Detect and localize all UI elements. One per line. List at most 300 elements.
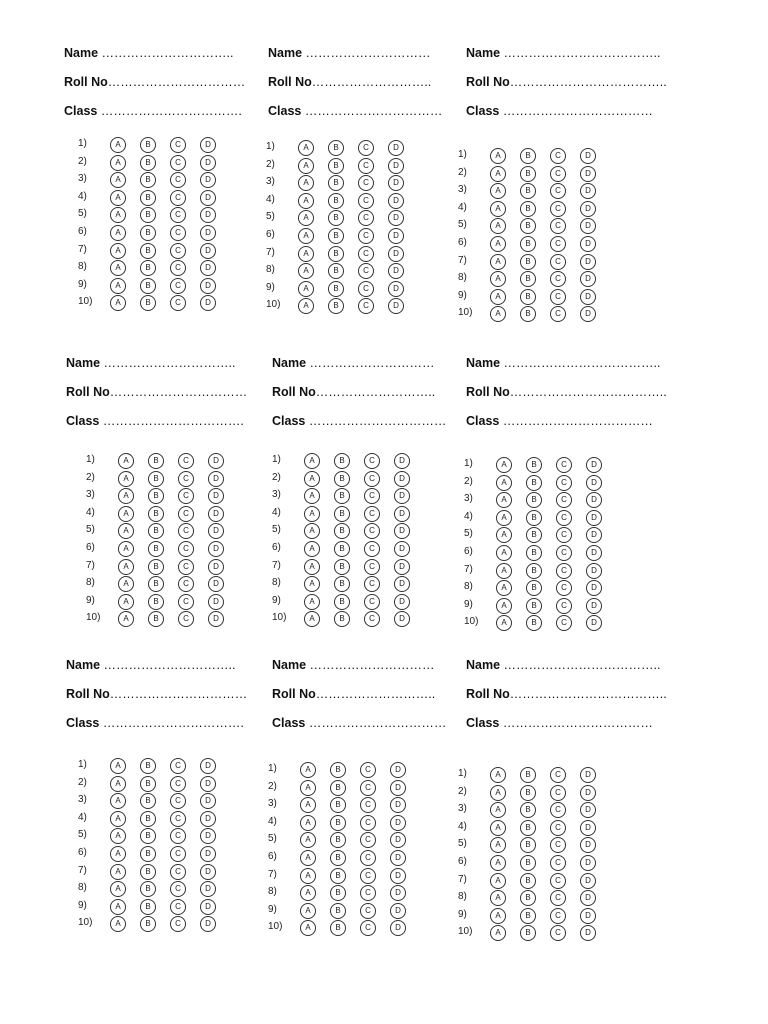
answer-bubble-c[interactable]: C [170, 172, 186, 188]
answer-bubble-a[interactable]: A [304, 523, 320, 539]
answer-bubble-c[interactable]: C [358, 158, 374, 174]
answer-bubble-d[interactable]: D [394, 541, 410, 557]
answer-bubble-c[interactable]: C [556, 475, 572, 491]
answer-bubble-a[interactable]: A [118, 506, 134, 522]
answer-bubble-b[interactable]: B [328, 228, 344, 244]
answer-bubble-b[interactable]: B [526, 492, 542, 508]
answer-bubble-a[interactable]: A [304, 471, 320, 487]
answer-bubble-b[interactable]: B [526, 545, 542, 561]
answer-bubble-b[interactable]: B [334, 541, 350, 557]
answer-bubble-b[interactable]: B [140, 190, 156, 206]
answer-bubble-a[interactable]: A [490, 925, 506, 941]
answer-bubble-d[interactable]: D [200, 260, 216, 276]
answer-bubble-c[interactable]: C [550, 837, 566, 853]
answer-bubble-b[interactable]: B [334, 488, 350, 504]
answer-bubble-c[interactable]: C [360, 920, 376, 936]
answer-bubble-c[interactable]: C [556, 563, 572, 579]
roll-no-field-blank[interactable]: …………………………… [107, 75, 246, 89]
answer-bubble-a[interactable]: A [496, 615, 512, 631]
answer-bubble-b[interactable]: B [328, 193, 344, 209]
answer-bubble-d[interactable]: D [390, 903, 406, 919]
answer-bubble-d[interactable]: D [200, 758, 216, 774]
answer-bubble-b[interactable]: B [328, 158, 344, 174]
answer-bubble-a[interactable]: A [110, 811, 126, 827]
answer-bubble-c[interactable]: C [170, 916, 186, 932]
answer-bubble-b[interactable]: B [526, 475, 542, 491]
answer-bubble-c[interactable]: C [550, 873, 566, 889]
answer-bubble-d[interactable]: D [586, 457, 602, 473]
answer-bubble-d[interactable]: D [580, 289, 596, 305]
answer-bubble-a[interactable]: A [110, 137, 126, 153]
answer-bubble-a[interactable]: A [496, 527, 512, 543]
answer-bubble-b[interactable]: B [526, 598, 542, 614]
answer-bubble-b[interactable]: B [148, 488, 164, 504]
answer-bubble-c[interactable]: C [556, 492, 572, 508]
answer-bubble-b[interactable]: B [330, 815, 346, 831]
answer-bubble-a[interactable]: A [496, 580, 512, 596]
answer-bubble-b[interactable]: B [520, 271, 536, 287]
answer-bubble-b[interactable]: B [140, 881, 156, 897]
answer-bubble-c[interactable]: C [364, 523, 380, 539]
answer-bubble-b[interactable]: B [520, 873, 536, 889]
answer-bubble-c[interactable]: C [360, 868, 376, 884]
answer-bubble-d[interactable]: D [388, 246, 404, 262]
answer-bubble-b[interactable]: B [330, 885, 346, 901]
answer-bubble-c[interactable]: C [170, 811, 186, 827]
answer-bubble-a[interactable]: A [300, 850, 316, 866]
answer-bubble-d[interactable]: D [208, 541, 224, 557]
answer-bubble-b[interactable]: B [148, 471, 164, 487]
answer-bubble-b[interactable]: B [140, 207, 156, 223]
answer-bubble-d[interactable]: D [394, 523, 410, 539]
answer-bubble-a[interactable]: A [496, 457, 512, 473]
answer-bubble-b[interactable]: B [328, 246, 344, 262]
answer-bubble-b[interactable]: B [520, 183, 536, 199]
answer-bubble-c[interactable]: C [170, 190, 186, 206]
answer-bubble-c[interactable]: C [550, 166, 566, 182]
answer-bubble-b[interactable]: B [140, 916, 156, 932]
answer-bubble-a[interactable]: A [300, 815, 316, 831]
answer-bubble-d[interactable]: D [580, 148, 596, 164]
class-field-blank[interactable]: ……………………………. [102, 716, 244, 730]
answer-bubble-a[interactable]: A [298, 263, 314, 279]
answer-bubble-a[interactable]: A [490, 218, 506, 234]
answer-bubble-c[interactable]: C [358, 246, 374, 262]
answer-bubble-b[interactable]: B [526, 527, 542, 543]
answer-bubble-a[interactable]: A [490, 201, 506, 217]
answer-bubble-d[interactable]: D [388, 210, 404, 226]
answer-bubble-a[interactable]: A [300, 903, 316, 919]
answer-bubble-b[interactable]: B [334, 471, 350, 487]
answer-bubble-c[interactable]: C [178, 594, 194, 610]
answer-bubble-b[interactable]: B [140, 811, 156, 827]
answer-bubble-a[interactable]: A [110, 916, 126, 932]
answer-bubble-a[interactable]: A [490, 873, 506, 889]
answer-bubble-b[interactable]: B [334, 559, 350, 575]
answer-bubble-c[interactable]: C [550, 925, 566, 941]
answer-bubble-a[interactable]: A [298, 281, 314, 297]
answer-bubble-c[interactable]: C [170, 225, 186, 241]
answer-bubble-b[interactable]: B [334, 506, 350, 522]
roll-no-field-blank[interactable]: ……………………….. [315, 687, 436, 701]
answer-bubble-a[interactable]: A [490, 289, 506, 305]
answer-bubble-a[interactable]: A [118, 541, 134, 557]
answer-bubble-a[interactable]: A [110, 190, 126, 206]
answer-bubble-d[interactable]: D [586, 475, 602, 491]
answer-bubble-b[interactable]: B [140, 846, 156, 862]
answer-bubble-b[interactable]: B [520, 925, 536, 941]
answer-bubble-b[interactable]: B [140, 758, 156, 774]
name-field-blank[interactable]: ………………………….. [101, 46, 234, 60]
answer-bubble-d[interactable]: D [388, 281, 404, 297]
answer-bubble-c[interactable]: C [358, 140, 374, 156]
answer-bubble-b[interactable]: B [526, 580, 542, 596]
answer-bubble-b[interactable]: B [328, 298, 344, 314]
answer-bubble-d[interactable]: D [200, 811, 216, 827]
name-field-blank[interactable]: ………………………….. [103, 356, 236, 370]
answer-bubble-d[interactable]: D [200, 828, 216, 844]
answer-bubble-a[interactable]: A [300, 920, 316, 936]
answer-bubble-d[interactable]: D [394, 611, 410, 627]
answer-bubble-b[interactable]: B [330, 850, 346, 866]
name-field-blank[interactable]: ……………………………….. [503, 356, 661, 370]
answer-bubble-d[interactable]: D [390, 797, 406, 813]
answer-bubble-a[interactable]: A [110, 155, 126, 171]
roll-no-field-blank[interactable]: ……………………….. [311, 75, 432, 89]
answer-bubble-d[interactable]: D [580, 271, 596, 287]
answer-bubble-d[interactable]: D [580, 166, 596, 182]
answer-bubble-c[interactable]: C [360, 797, 376, 813]
answer-bubble-c[interactable]: C [556, 615, 572, 631]
answer-bubble-d[interactable]: D [208, 576, 224, 592]
answer-bubble-c[interactable]: C [358, 281, 374, 297]
answer-bubble-a[interactable]: A [304, 506, 320, 522]
answer-bubble-b[interactable]: B [330, 797, 346, 813]
answer-bubble-a[interactable]: A [490, 166, 506, 182]
answer-bubble-c[interactable]: C [358, 298, 374, 314]
roll-no-field-blank[interactable]: ……………………….. [315, 385, 436, 399]
answer-bubble-c[interactable]: C [550, 820, 566, 836]
answer-bubble-b[interactable]: B [140, 776, 156, 792]
answer-bubble-a[interactable]: A [490, 785, 506, 801]
answer-bubble-c[interactable]: C [550, 306, 566, 322]
answer-bubble-a[interactable]: A [118, 523, 134, 539]
answer-bubble-c[interactable]: C [550, 289, 566, 305]
answer-bubble-c[interactable]: C [358, 263, 374, 279]
answer-bubble-b[interactable]: B [328, 210, 344, 226]
answer-bubble-b[interactable]: B [520, 890, 536, 906]
answer-bubble-d[interactable]: D [208, 453, 224, 469]
answer-bubble-d[interactable]: D [580, 855, 596, 871]
answer-bubble-d[interactable]: D [580, 306, 596, 322]
answer-bubble-b[interactable]: B [334, 594, 350, 610]
answer-bubble-d[interactable]: D [388, 158, 404, 174]
answer-bubble-a[interactable]: A [304, 611, 320, 627]
answer-bubble-d[interactable]: D [208, 611, 224, 627]
answer-bubble-b[interactable]: B [140, 155, 156, 171]
answer-bubble-d[interactable]: D [580, 183, 596, 199]
answer-bubble-c[interactable]: C [360, 903, 376, 919]
roll-no-field-blank[interactable]: ……………………………….. [509, 385, 667, 399]
class-field-blank[interactable]: …………………………… [308, 716, 447, 730]
answer-bubble-d[interactable]: D [586, 580, 602, 596]
answer-bubble-d[interactable]: D [394, 453, 410, 469]
answer-bubble-d[interactable]: D [208, 559, 224, 575]
answer-bubble-d[interactable]: D [586, 527, 602, 543]
answer-bubble-d[interactable]: D [388, 193, 404, 209]
answer-bubble-d[interactable]: D [200, 278, 216, 294]
answer-bubble-c[interactable]: C [364, 453, 380, 469]
answer-bubble-c[interactable]: C [358, 175, 374, 191]
answer-bubble-a[interactable]: A [298, 298, 314, 314]
answer-bubble-a[interactable]: A [304, 541, 320, 557]
answer-bubble-d[interactable]: D [200, 864, 216, 880]
answer-bubble-d[interactable]: D [580, 785, 596, 801]
answer-bubble-c[interactable]: C [170, 776, 186, 792]
answer-bubble-a[interactable]: A [110, 846, 126, 862]
answer-bubble-a[interactable]: A [496, 598, 512, 614]
answer-bubble-d[interactable]: D [580, 767, 596, 783]
answer-bubble-a[interactable]: A [300, 885, 316, 901]
answer-bubble-c[interactable]: C [550, 218, 566, 234]
answer-bubble-a[interactable]: A [118, 594, 134, 610]
answer-bubble-b[interactable]: B [520, 767, 536, 783]
answer-bubble-d[interactable]: D [390, 832, 406, 848]
answer-bubble-c[interactable]: C [178, 453, 194, 469]
answer-bubble-a[interactable]: A [110, 207, 126, 223]
answer-bubble-b[interactable]: B [330, 868, 346, 884]
answer-bubble-c[interactable]: C [178, 506, 194, 522]
answer-bubble-b[interactable]: B [140, 899, 156, 915]
answer-bubble-a[interactable]: A [490, 908, 506, 924]
answer-bubble-c[interactable]: C [550, 271, 566, 287]
answer-bubble-d[interactable]: D [394, 488, 410, 504]
answer-bubble-d[interactable]: D [580, 254, 596, 270]
answer-bubble-b[interactable]: B [140, 172, 156, 188]
answer-bubble-b[interactable]: B [520, 218, 536, 234]
answer-bubble-c[interactable]: C [358, 193, 374, 209]
answer-bubble-a[interactable]: A [304, 559, 320, 575]
answer-bubble-b[interactable]: B [520, 802, 536, 818]
answer-bubble-c[interactable]: C [170, 137, 186, 153]
answer-bubble-b[interactable]: B [334, 453, 350, 469]
answer-bubble-c[interactable]: C [170, 260, 186, 276]
answer-bubble-c[interactable]: C [178, 559, 194, 575]
answer-bubble-a[interactable]: A [110, 260, 126, 276]
answer-bubble-b[interactable]: B [330, 903, 346, 919]
answer-bubble-d[interactable]: D [580, 802, 596, 818]
answer-bubble-a[interactable]: A [110, 172, 126, 188]
answer-bubble-d[interactable]: D [388, 263, 404, 279]
answer-bubble-b[interactable]: B [520, 785, 536, 801]
answer-bubble-d[interactable]: D [208, 594, 224, 610]
answer-bubble-c[interactable]: C [364, 541, 380, 557]
answer-bubble-d[interactable]: D [586, 598, 602, 614]
answer-bubble-b[interactable]: B [148, 506, 164, 522]
answer-bubble-d[interactable]: D [200, 295, 216, 311]
answer-bubble-a[interactable]: A [490, 767, 506, 783]
answer-bubble-a[interactable]: A [110, 776, 126, 792]
answer-bubble-a[interactable]: A [496, 545, 512, 561]
name-field-blank[interactable]: ………………………….. [103, 658, 236, 672]
answer-bubble-b[interactable]: B [520, 908, 536, 924]
answer-bubble-c[interactable]: C [550, 908, 566, 924]
answer-bubble-d[interactable]: D [390, 815, 406, 831]
answer-bubble-c[interactable]: C [550, 767, 566, 783]
answer-bubble-a[interactable]: A [496, 492, 512, 508]
answer-bubble-a[interactable]: A [496, 475, 512, 491]
answer-bubble-c[interactable]: C [178, 576, 194, 592]
answer-bubble-c[interactable]: C [170, 899, 186, 915]
answer-bubble-c[interactable]: C [556, 580, 572, 596]
answer-bubble-d[interactable]: D [394, 594, 410, 610]
answer-bubble-c[interactable]: C [178, 523, 194, 539]
answer-bubble-b[interactable]: B [330, 832, 346, 848]
answer-bubble-d[interactable]: D [586, 563, 602, 579]
answer-bubble-a[interactable]: A [300, 762, 316, 778]
answer-bubble-d[interactable]: D [394, 506, 410, 522]
answer-bubble-a[interactable]: A [118, 488, 134, 504]
answer-bubble-c[interactable]: C [178, 611, 194, 627]
answer-bubble-b[interactable]: B [148, 611, 164, 627]
answer-bubble-b[interactable]: B [334, 523, 350, 539]
answer-bubble-a[interactable]: A [110, 758, 126, 774]
answer-bubble-d[interactable]: D [200, 846, 216, 862]
answer-bubble-d[interactable]: D [208, 523, 224, 539]
answer-bubble-b[interactable]: B [148, 594, 164, 610]
class-field-blank[interactable]: ……………………………… [502, 716, 653, 730]
answer-bubble-a[interactable]: A [110, 243, 126, 259]
answer-bubble-a[interactable]: A [298, 175, 314, 191]
answer-bubble-c[interactable]: C [556, 545, 572, 561]
answer-bubble-b[interactable]: B [330, 780, 346, 796]
answer-bubble-c[interactable]: C [170, 207, 186, 223]
answer-bubble-c[interactable]: C [550, 254, 566, 270]
answer-bubble-b[interactable]: B [148, 541, 164, 557]
answer-bubble-d[interactable]: D [200, 899, 216, 915]
answer-bubble-c[interactable]: C [364, 471, 380, 487]
answer-bubble-a[interactable]: A [298, 246, 314, 262]
answer-bubble-c[interactable]: C [360, 850, 376, 866]
answer-bubble-c[interactable]: C [550, 785, 566, 801]
answer-bubble-a[interactable]: A [490, 306, 506, 322]
answer-bubble-b[interactable]: B [520, 289, 536, 305]
answer-bubble-b[interactable]: B [140, 225, 156, 241]
class-field-blank[interactable]: ……………………………… [502, 104, 653, 118]
answer-bubble-c[interactable]: C [170, 881, 186, 897]
answer-bubble-c[interactable]: C [170, 758, 186, 774]
answer-bubble-a[interactable]: A [490, 271, 506, 287]
answer-bubble-d[interactable]: D [390, 780, 406, 796]
answer-bubble-c[interactable]: C [360, 815, 376, 831]
class-field-blank[interactable]: ……………………………. [100, 104, 242, 118]
answer-bubble-b[interactable]: B [140, 295, 156, 311]
answer-bubble-d[interactable]: D [390, 762, 406, 778]
name-field-blank[interactable]: ……………………………….. [503, 46, 661, 60]
roll-no-field-blank[interactable]: …………………………… [109, 687, 248, 701]
answer-bubble-c[interactable]: C [360, 832, 376, 848]
answer-bubble-c[interactable]: C [550, 183, 566, 199]
answer-bubble-a[interactable]: A [490, 820, 506, 836]
answer-bubble-b[interactable]: B [148, 523, 164, 539]
answer-bubble-b[interactable]: B [328, 175, 344, 191]
answer-bubble-d[interactable]: D [580, 236, 596, 252]
answer-bubble-d[interactable]: D [394, 559, 410, 575]
answer-bubble-b[interactable]: B [140, 137, 156, 153]
answer-bubble-a[interactable]: A [110, 899, 126, 915]
answer-bubble-d[interactable]: D [390, 868, 406, 884]
answer-bubble-c[interactable]: C [550, 148, 566, 164]
answer-bubble-a[interactable]: A [298, 210, 314, 226]
answer-bubble-b[interactable]: B [520, 306, 536, 322]
answer-bubble-c[interactable]: C [550, 201, 566, 217]
answer-bubble-c[interactable]: C [170, 828, 186, 844]
answer-bubble-b[interactable]: B [148, 576, 164, 592]
answer-bubble-d[interactable]: D [200, 207, 216, 223]
answer-bubble-c[interactable]: C [358, 210, 374, 226]
answer-bubble-a[interactable]: A [304, 453, 320, 469]
answer-bubble-d[interactable]: D [394, 576, 410, 592]
answer-bubble-a[interactable]: A [118, 453, 134, 469]
answer-bubble-a[interactable]: A [490, 183, 506, 199]
answer-bubble-b[interactable]: B [520, 148, 536, 164]
answer-bubble-a[interactable]: A [490, 802, 506, 818]
answer-bubble-b[interactable]: B [520, 855, 536, 871]
answer-bubble-d[interactable]: D [388, 298, 404, 314]
answer-bubble-d[interactable]: D [580, 873, 596, 889]
answer-bubble-d[interactable]: D [586, 510, 602, 526]
answer-bubble-c[interactable]: C [364, 594, 380, 610]
answer-bubble-d[interactable]: D [580, 890, 596, 906]
answer-bubble-c[interactable]: C [170, 155, 186, 171]
answer-bubble-a[interactable]: A [496, 510, 512, 526]
answer-bubble-d[interactable]: D [580, 908, 596, 924]
answer-bubble-d[interactable]: D [580, 837, 596, 853]
answer-bubble-b[interactable]: B [140, 828, 156, 844]
answer-bubble-a[interactable]: A [110, 881, 126, 897]
class-field-blank[interactable]: …………………………… [308, 414, 447, 428]
answer-bubble-a[interactable]: A [490, 148, 506, 164]
answer-bubble-a[interactable]: A [118, 611, 134, 627]
answer-bubble-b[interactable]: B [526, 457, 542, 473]
answer-bubble-a[interactable]: A [110, 864, 126, 880]
answer-bubble-a[interactable]: A [490, 837, 506, 853]
answer-bubble-c[interactable]: C [364, 488, 380, 504]
answer-bubble-b[interactable]: B [140, 864, 156, 880]
answer-bubble-c[interactable]: C [550, 855, 566, 871]
answer-bubble-a[interactable]: A [490, 890, 506, 906]
answer-bubble-c[interactable]: C [178, 471, 194, 487]
answer-bubble-c[interactable]: C [360, 885, 376, 901]
answer-bubble-d[interactable]: D [200, 137, 216, 153]
answer-bubble-d[interactable]: D [388, 175, 404, 191]
name-field-blank[interactable]: ………………………… [309, 356, 435, 370]
answer-bubble-a[interactable]: A [304, 594, 320, 610]
answer-bubble-d[interactable]: D [200, 172, 216, 188]
answer-bubble-d[interactable]: D [388, 228, 404, 244]
answer-bubble-d[interactable]: D [200, 190, 216, 206]
answer-bubble-b[interactable]: B [140, 243, 156, 259]
answer-bubble-b[interactable]: B [330, 762, 346, 778]
answer-bubble-a[interactable]: A [300, 868, 316, 884]
answer-bubble-d[interactable]: D [390, 920, 406, 936]
answer-bubble-d[interactable]: D [586, 615, 602, 631]
name-field-blank[interactable]: ………………………… [305, 46, 431, 60]
answer-bubble-b[interactable]: B [140, 793, 156, 809]
answer-bubble-c[interactable]: C [170, 793, 186, 809]
answer-bubble-d[interactable]: D [390, 850, 406, 866]
answer-bubble-c[interactable]: C [364, 576, 380, 592]
